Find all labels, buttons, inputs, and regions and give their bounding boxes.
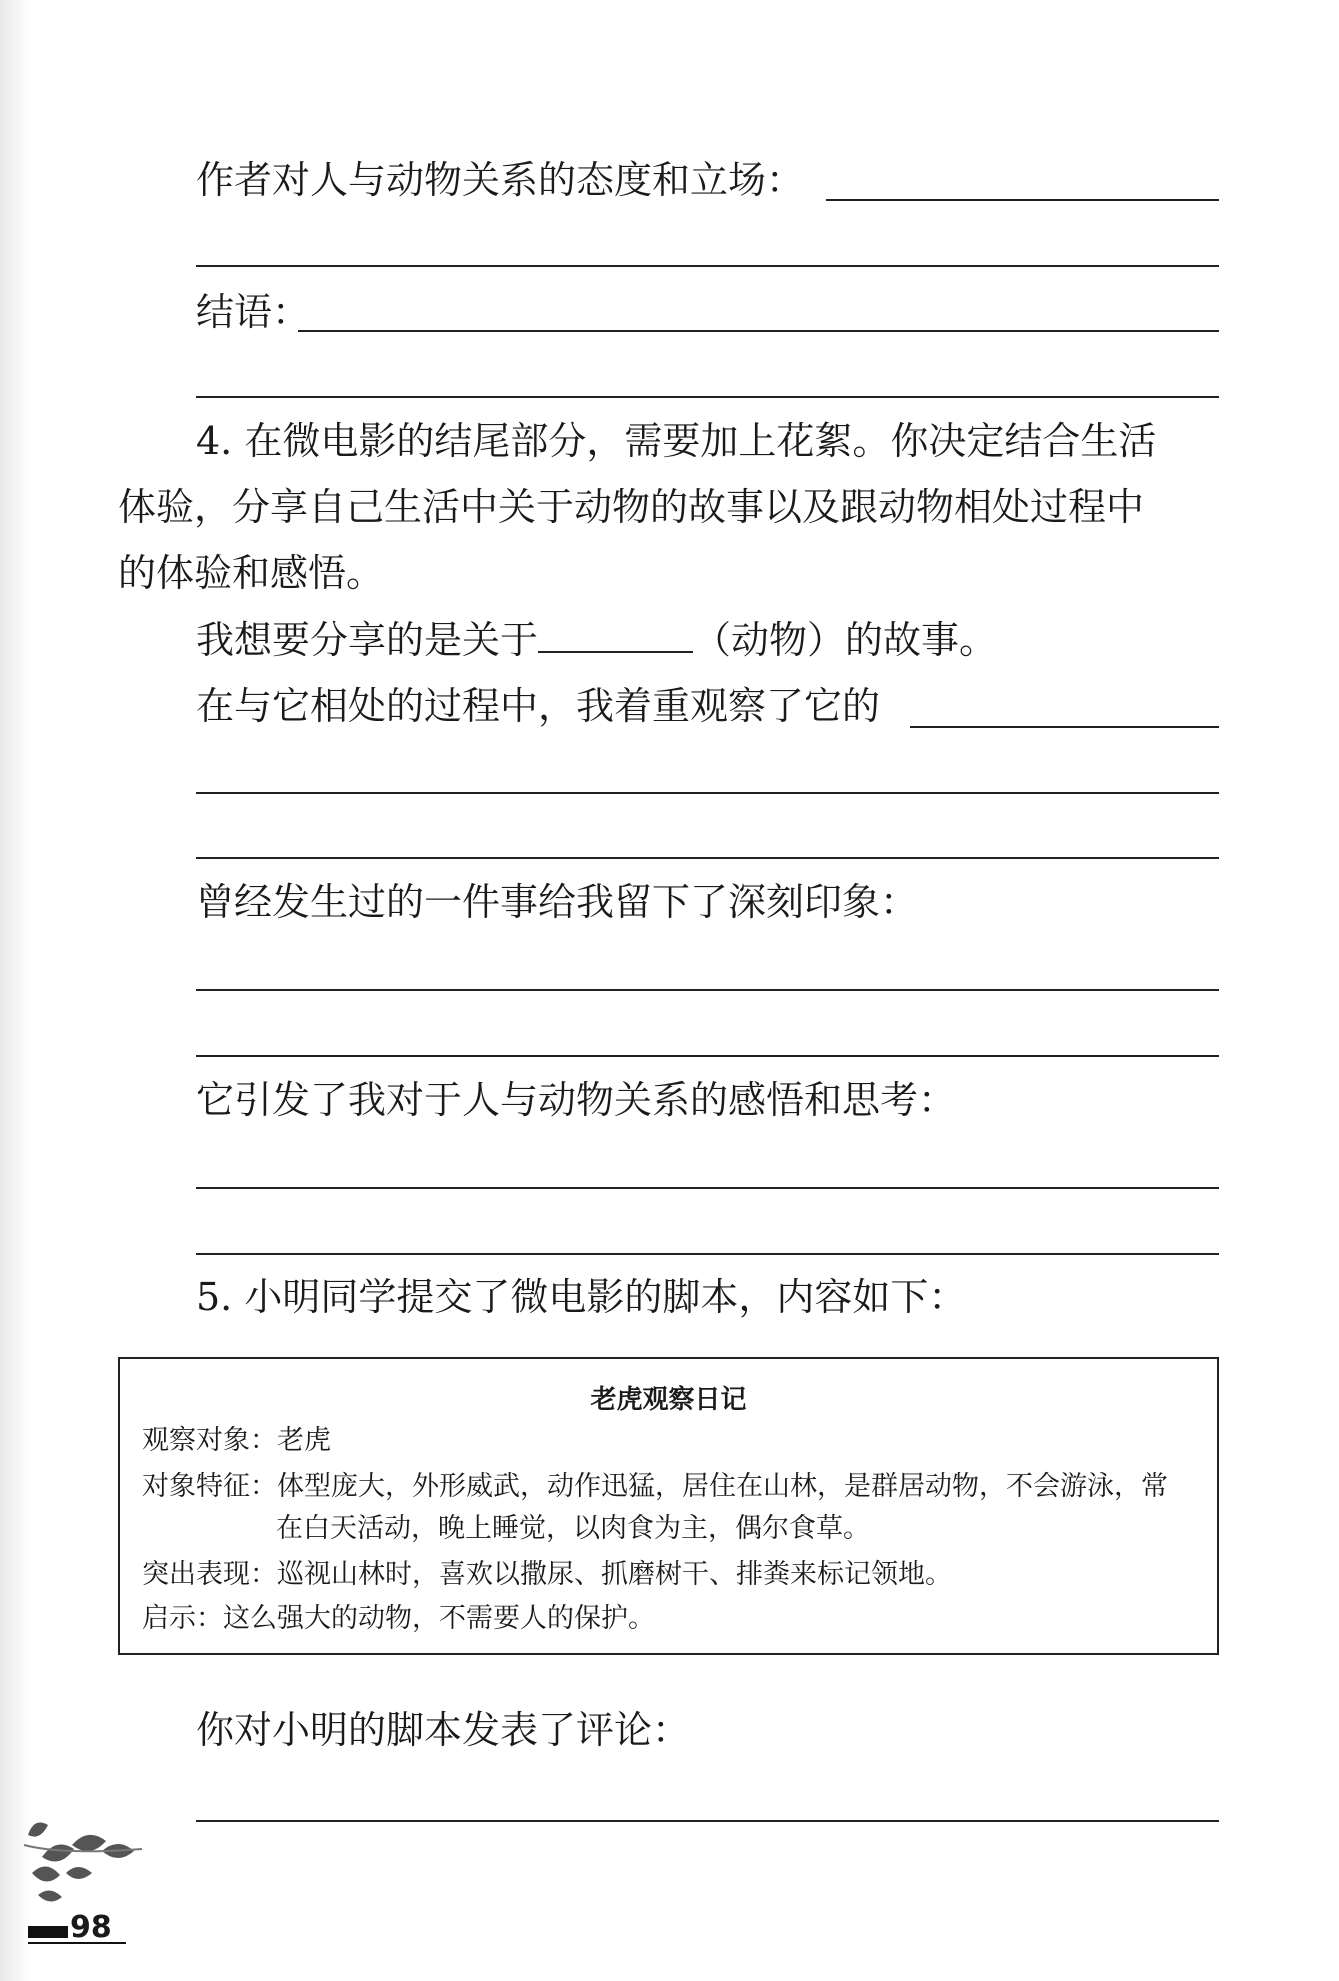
attitude-answer-line-2[interactable] xyxy=(196,265,1219,267)
share-prefix: 我想要分享的是关于 xyxy=(196,618,539,662)
script-insight: 启示：这么强大的动物，不需要人的保护。 xyxy=(142,1603,655,1634)
script-title: 老虎观察日记 xyxy=(590,1385,747,1415)
page-number: 98 xyxy=(70,1910,112,1945)
script-object: 观察对象：老虎 xyxy=(142,1425,331,1456)
page-number-bar xyxy=(28,1926,68,1938)
observe-answer-line-3[interactable] xyxy=(196,857,1219,859)
script-box xyxy=(118,1357,1219,1655)
attitude-label: 作者对人与动物关系的态度和立场： xyxy=(196,158,805,202)
event-answer-line[interactable] xyxy=(196,989,1219,991)
reflection-answer-line-2[interactable] xyxy=(196,1253,1219,1255)
page-edge-shadow xyxy=(0,0,30,1981)
question-5-intro: 5. 小明同学提交了微电影的脚本，内容如下： xyxy=(196,1275,967,1319)
question-4-line-3: 的体验和感悟。 xyxy=(118,551,385,595)
script-features-2: 在白天活动，晚上睡觉，以肉食为主，偶尔食草。 xyxy=(276,1513,870,1544)
share-suffix: （动物）的故事。 xyxy=(693,618,998,662)
share-sentence xyxy=(196,615,997,664)
comment-label: 你对小明的脚本发表了评论： xyxy=(196,1708,691,1752)
page-number-rule xyxy=(28,1942,126,1944)
observe-label: 在与它相处的过程中，我着重观察了它的 xyxy=(196,684,881,728)
script-behavior: 突出表现：巡视山林时，喜欢以撒尿、抓磨树干、排粪来标记领地。 xyxy=(142,1559,952,1590)
conclusion-answer-line-2[interactable] xyxy=(196,396,1219,398)
question-4-line-2: 体验，分享自己生活中关于动物的故事以及跟动物相处过程中 xyxy=(118,485,1145,529)
conclusion-answer-line[interactable] xyxy=(298,330,1219,332)
script-features-1: 对象特征：体型庞大，外形威武，动作迅猛，居住在山林，是群居动物，不会游泳，常 xyxy=(142,1471,1168,1502)
event-label: 曾经发生过的一件事给我留下了深刻印象： xyxy=(196,880,919,924)
question-4-line-1: 4. 在微电影的结尾部分，需要加上花絮。你决定结合生活 xyxy=(196,419,1157,463)
reflection-answer-line[interactable] xyxy=(196,1187,1219,1189)
leaf-decoration-icon xyxy=(22,1815,152,1915)
observe-answer-line-2[interactable] xyxy=(196,792,1219,794)
animal-blank[interactable] xyxy=(538,615,693,653)
conclusion-label: 结语： xyxy=(196,290,311,334)
reflection-label: 它引发了我对于人与动物关系的感悟和思考： xyxy=(196,1078,957,1122)
observe-answer-line[interactable] xyxy=(910,726,1219,728)
attitude-answer-line[interactable] xyxy=(826,199,1219,201)
event-answer-line-2[interactable] xyxy=(196,1055,1219,1057)
comment-answer-line[interactable] xyxy=(196,1820,1219,1822)
